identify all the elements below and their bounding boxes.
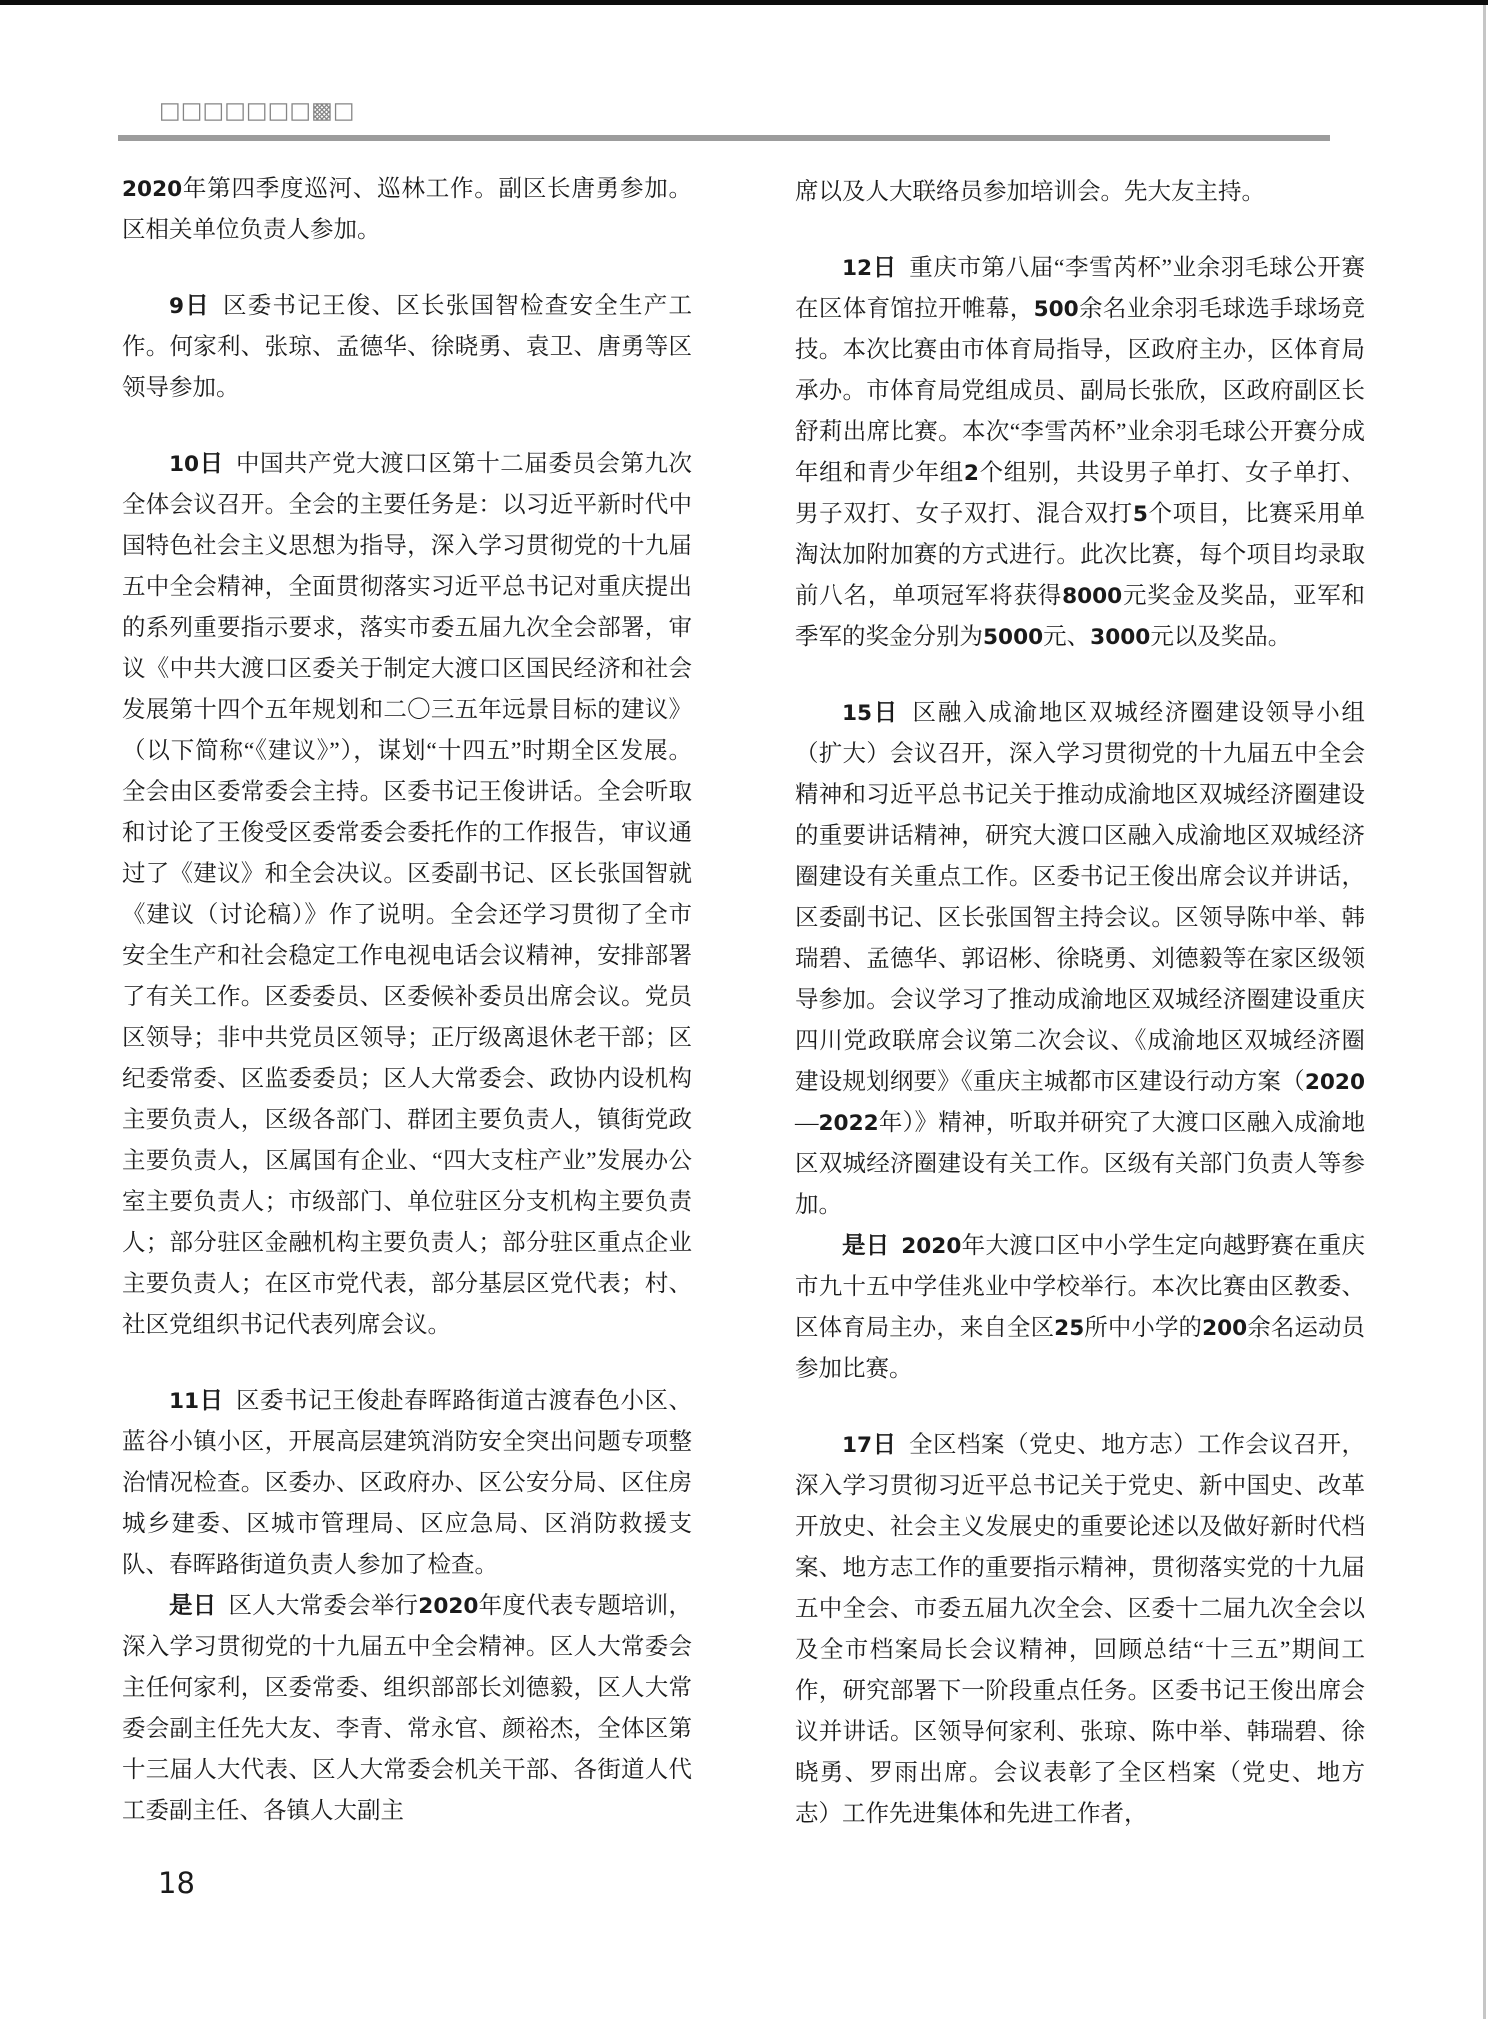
entry-date-label: 12日 [842, 255, 897, 281]
numeral: 10 [169, 452, 200, 477]
masthead-rule [118, 135, 1330, 141]
page-number: 18 [158, 1866, 195, 1900]
numeral: 2020 [1304, 1070, 1365, 1095]
numeral: 2020 [418, 1594, 479, 1619]
numeral: 12 [842, 256, 873, 281]
masthead-glyphs: □□□□□□□▩□ [159, 98, 355, 124]
numeral: 15 [842, 701, 873, 726]
entry-date-label: 15日 [842, 700, 900, 726]
entry-paragraph: 席以及人大联络员参加培训会。先大友主持。 [795, 179, 1265, 205]
numeral: 2022 [818, 1111, 879, 1136]
scan-top-edge [0, 0, 1488, 5]
entry-date-label: 10日 [169, 451, 224, 477]
numeral: 11 [169, 1389, 200, 1414]
entry-paragraph: 15日 区融入成渝地区双城经济圈建设领导小组（扩大）会议召开，深入学习贯彻党的十九届五中全会精神和习近平总书记关于推动成渝地区双城经济圈建设的重要讲话精神，研究大渡口区融入成渝地区双城经济圈建设有关重点工作。区委书记王俊出席会议并讲话，区委副书记、区长张国智主持会议。区领导陈中举、韩瑞碧、孟德华、郭诏彬、徐晓勇、刘德毅等在家区级领导参加。会议学习了推动成渝地区双城经济圈建设重庆四川党政联席会议第二次会议、《成渝地区双城经济圈建设规划纲要》《重庆主城都市区建设行动方案（2020—2022年）》精神，听取并研究了大渡口区融入成渝地区双城经济圈建设有关工作。区级有关部门负责人等参加。 [795, 700, 1366, 1218]
entry-paragraph: 11日 区委书记王俊赴春晖路街道古渡春色小区、蓝谷小镇小区，开展高层建筑消防安全突出问题专项整治情况检查。区委办、区政府办、区公安分局、区住房城乡建委、区城市管理局、区应急局、区消防救援支队、春晖路街道负责人参加了检查。 [122, 1388, 693, 1578]
entry-paragraph: 2020年第四季度巡河、巡林工作。副区长唐勇参加。区相关单位负责人参加。 [122, 176, 692, 243]
column-right [795, 172, 1365, 1835]
entry-paragraph: 9日 区委书记王俊、区长张国智检查安全生产工作。何家利、张琼、孟德华、徐晓勇、袁卫、唐勇等区领导参加。 [122, 293, 693, 401]
entry-date-label: 17日 [842, 1432, 897, 1458]
numeral: 2020 [122, 177, 183, 202]
entry-paragraph: 17日 全区档案（党史、地方志）工作会议召开，深入学习贯彻习近平总书记关于党史、新中国史、改革开放史、社会主义发展史的重要论述以及做好新时代档案、地方志工作的重要指示精神，贯彻落实党的十九届五中全会、市委五届九次全会、区委十二届九次全会以及全市档案局长会议精神，回顾总结“十三五”期间工作，研究部署下一阶段重点任务。区委书记王俊出席会议并讲话。区领导何家利、张琼、陈中举、韩瑞碧、徐晓勇、罗雨出席。会议表彰了全区档案（党史、地方志）工作先进集体和先进工作者， [795, 1432, 1366, 1827]
entry-paragraph: 是日 2020年大渡口区中小学生定向越野赛在重庆市九十五中学佳兆业中学校举行。本次比赛由区教委、区体育局主办，来自全区25所中小学的200余名运动员参加比赛。 [795, 1233, 1366, 1382]
numeral: 200 [1202, 1316, 1248, 1341]
column-left [122, 169, 692, 1832]
numeral: 3000 [1090, 625, 1151, 650]
numeral: 5 [1132, 502, 1148, 527]
numeral: 25 [1054, 1316, 1085, 1341]
entry-date-label: 是日 [169, 1593, 217, 1619]
numeral: 9 [169, 294, 185, 319]
numeral: 2020 [901, 1234, 962, 1259]
numeral: 500 [1033, 297, 1079, 322]
numeral: 8000 [1062, 584, 1123, 609]
entry-paragraph: 12日 重庆市第八届“李雪芮杯”业余羽毛球公开赛在区体育馆拉开帷幕，500余名业余羽毛球选手球场竞技。本次比赛由市体育局指导，区政府主办，区体育局承办。市体育局党组成员、副局长张欣，区政府副区长舒莉出席比赛。本次“李雪芮杯”业余羽毛球公开赛分成年组和青少年组2个组别，共设男子单打、女子单打、男子双打、女子双打、混合双打5个项目，比赛采用单淘汰加附加赛的方式进行。此次比赛，每个项目均录取前八名，单项冠军将获得8000元奖金及奖品，亚军和季军的奖金分别为5000元、3000元以及奖品。 [795, 255, 1366, 650]
entry-paragraph: 是日 区人大常委会举行2020年度代表专题培训，深入学习贯彻党的十九届五中全会精神。区人大常委会主任何家利，区委常委、组织部部长刘德毅，区人大常委会副主任先大友、李青、常永官、颜裕杰，全体区第十三届人大代表、区人大常委会机关干部、各街道人代工委副主任、各镇人大副主 [122, 1593, 693, 1824]
numeral: 17 [842, 1433, 873, 1458]
numeral: 2 [963, 461, 979, 486]
entry-date-label: 9日 [169, 293, 211, 319]
numeral: 5000 [983, 625, 1044, 650]
scan-right-edge [1483, 5, 1486, 2019]
entry-date-label: 11日 [169, 1388, 224, 1414]
entry-date-label: 是日 [842, 1233, 890, 1259]
entry-paragraph: 10日 中国共产党大渡口区第十二届委员会第九次全体会议召开。全会的主要任务是：以习近平新时代中国特色社会主义思想为指导，深入学习贯彻党的十九届五中全会精神，全面贯彻落实习近平总书记对重庆提出的系列重要指示要求，落实市委五届九次全会部署，审议《中共大渡口区委关于制定大渡口区国民经济和社会发展第十四个五年规划和二〇三五年远景目标的建议》（以下简称“《建议》”），谋划“十四五”时期全区发展。全会由区委常委会主持。区委书记王俊讲话。全会听取和讨论了王俊受区委常委会委托作的工作报告，审议通过了《建议》和全会决议。区委副书记、区长张国智就《建议（讨论稿）》作了说明。全会还学习贯彻了全市安全生产和社会稳定工作电视电话会议精神，安排部署了有关工作。区委委员、区委候补委员出席会议。党员区领导；非中共党员区领导；正厅级离退休老干部；区纪委常委、区监委委员；区人大常委会、政协内设机构主要负责人，区级各部门、群团主要负责人，镇街党政主要负责人，区属国有企业、“四大支柱产业”发展办公室主要负责人；市级部门、单位驻区分支机构主要负责人；部分驻区金融机构主要负责人；部分驻区重点企业主要负责人；在区市党代表，部分基层区党代表；村、社区党组织书记代表列席会议。 [122, 451, 693, 1338]
